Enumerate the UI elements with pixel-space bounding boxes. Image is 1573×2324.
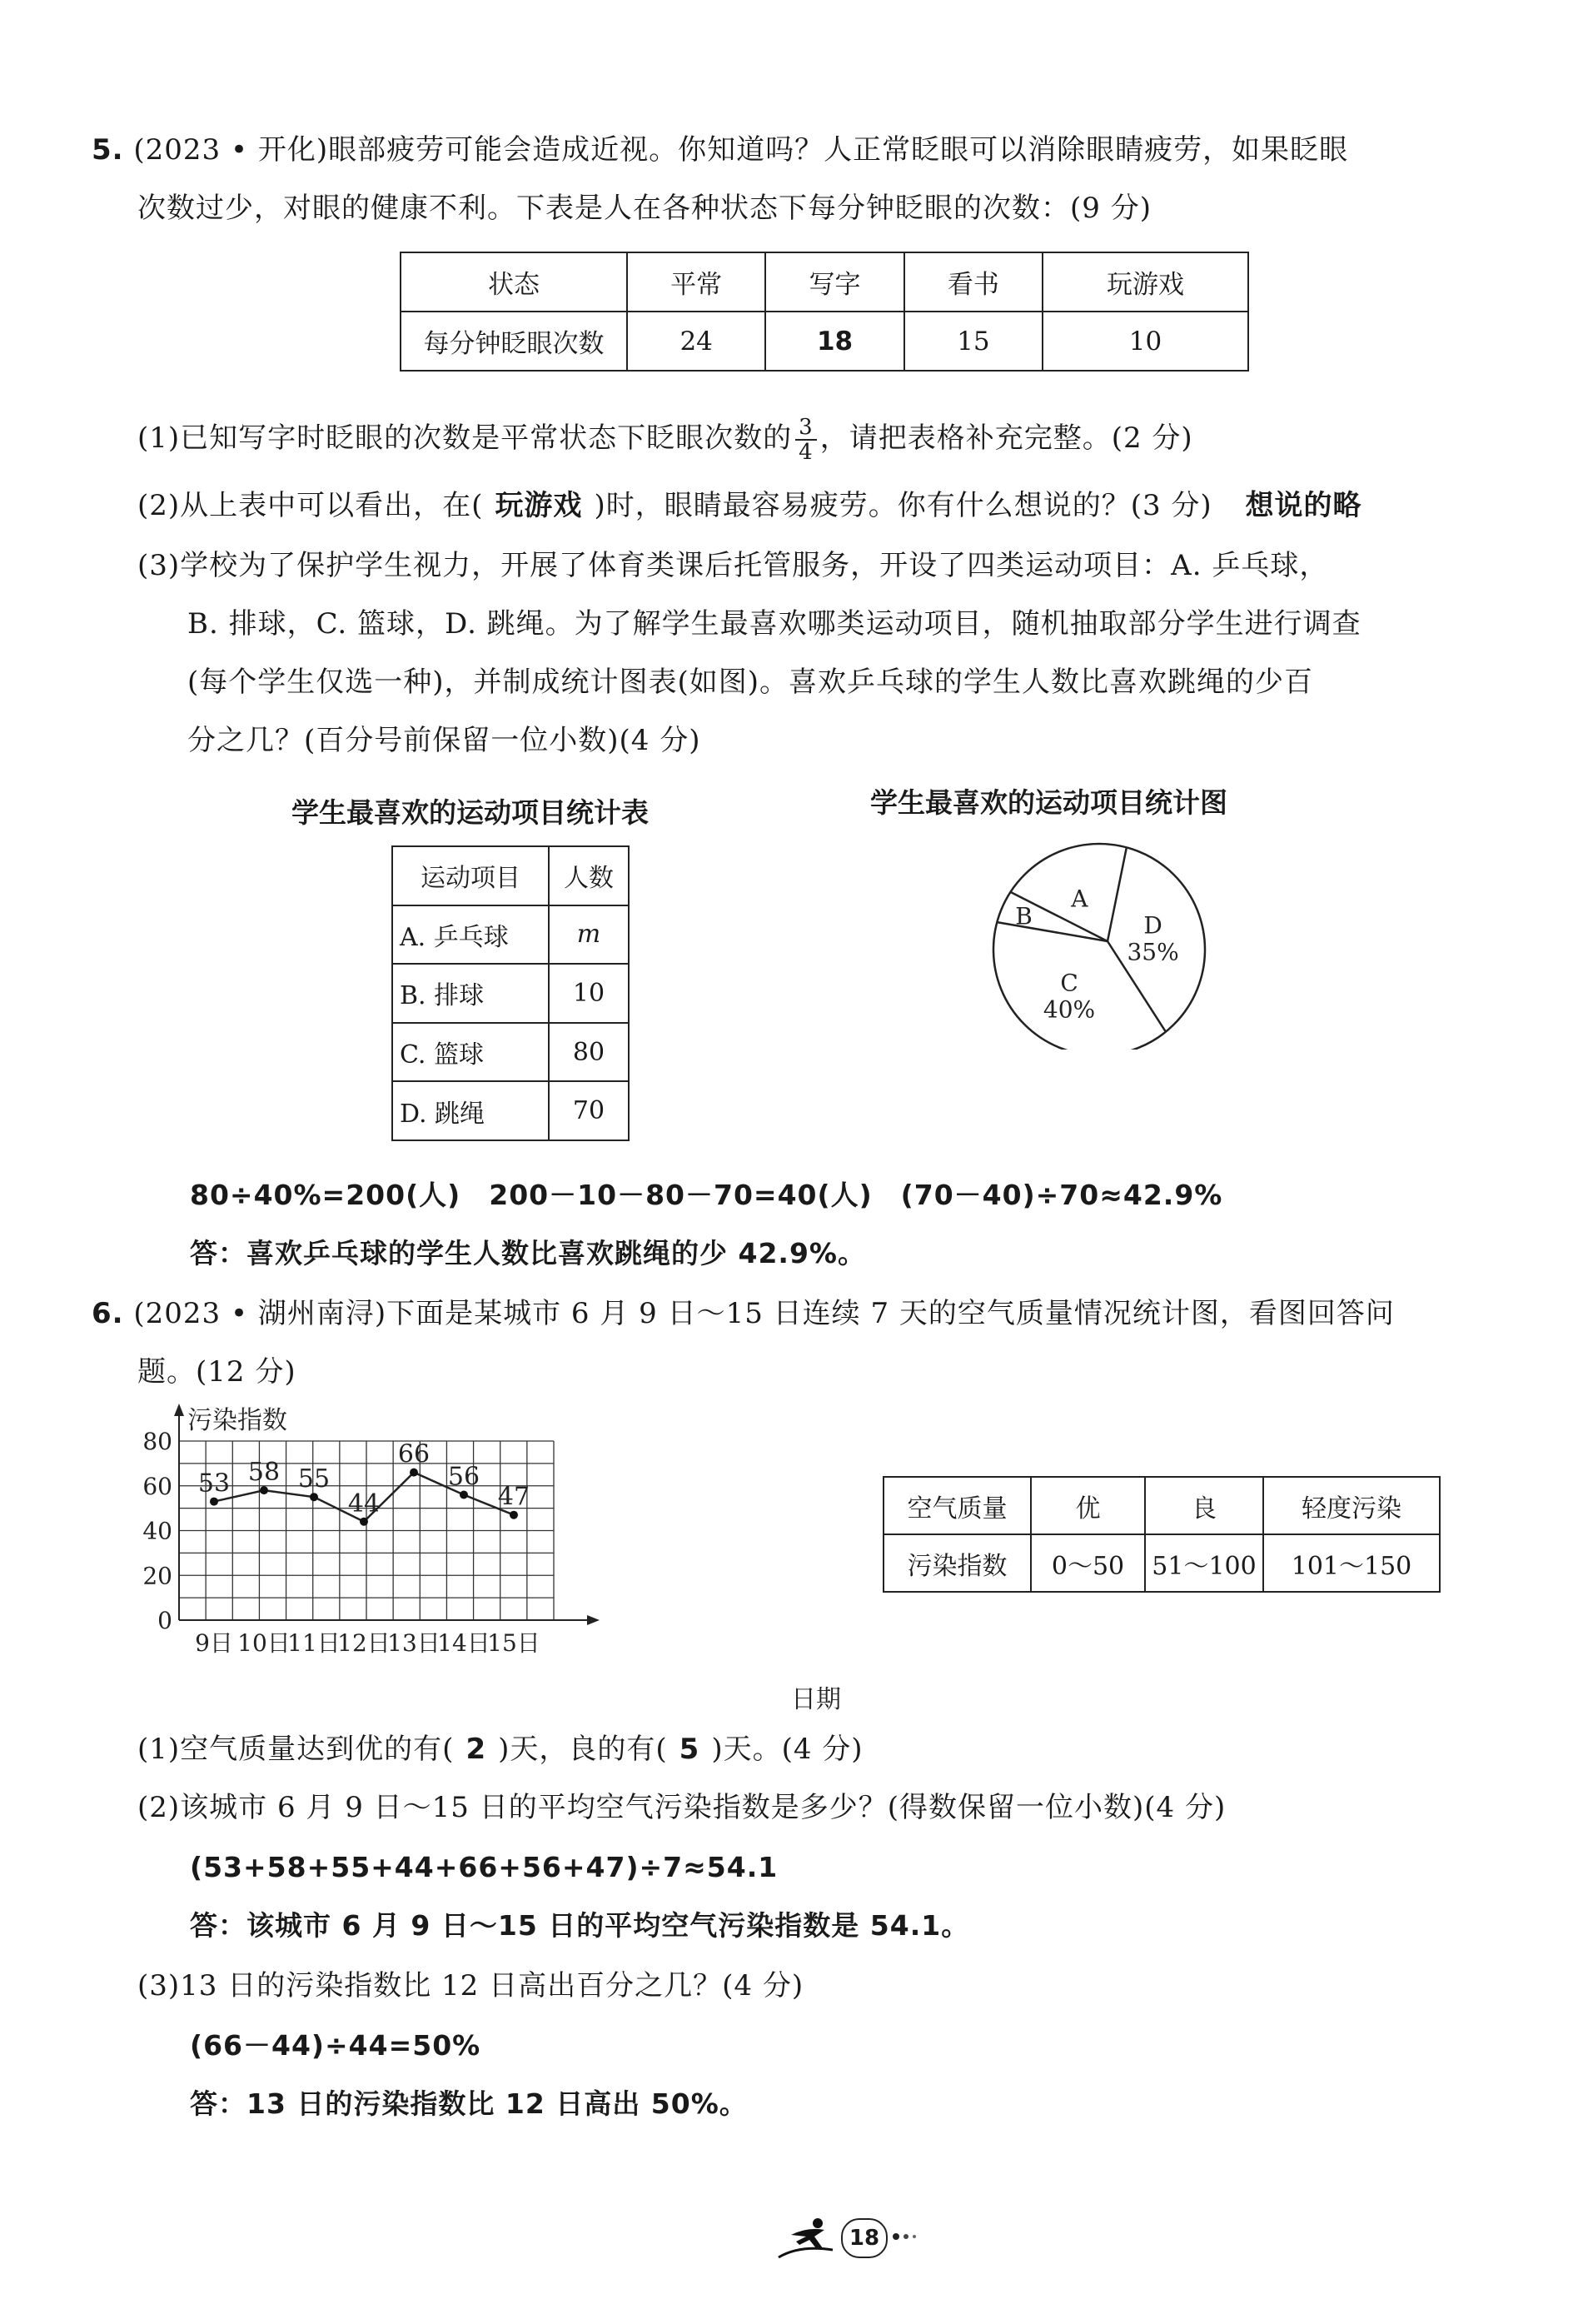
q5-part1-text-end: ，请把表格补充完整。(2 分) [819, 421, 1193, 455]
data-label: 44 [347, 1489, 381, 1519]
blink-value-answer: 18 [765, 312, 903, 371]
q5-calc: 80÷40%=200(人) 200－10－80－70=40(人) (70－40)÷70≈42.9% [190, 1179, 1223, 1211]
fraction-denominator: 4 [799, 440, 814, 465]
q6-intro-line2: 题。(12 分) [137, 1355, 296, 1389]
q5-part2-answer: 玩游戏 [495, 489, 583, 522]
quality-range: 0～50 [1031, 1534, 1145, 1592]
x-tick-label: 12日 [337, 1629, 391, 1657]
sport-name: C. 篮球 [392, 1023, 549, 1082]
q5-answer: 答：喜欢乒乓球的学生人数比喜欢跳绳的少 42.9%。 [190, 1237, 866, 1269]
sport-count: m [549, 905, 629, 965]
q5-intro-line1 [92, 132, 1348, 168]
quality-range: 101～150 [1263, 1534, 1440, 1592]
blink-value: 10 [1043, 312, 1248, 371]
q6-part1-text: (1)空气质量达到优的有( [137, 1733, 455, 1766]
x-axis-label: 日期 [791, 1685, 841, 1714]
q5-intro-text-1: (2023 • 开化)眼部疲劳可能会造成近视。你知道吗？人正常眨眼可以消除眼睛疲劳，如果眨眼 [133, 133, 1349, 167]
sport-table-title: 学生最喜欢的运动项目统计表 [291, 796, 649, 829]
data-label: 66 [397, 1439, 431, 1469]
pie-label-D: D 35% [1127, 911, 1179, 966]
pie-label-C: C 40% [1043, 969, 1096, 1024]
y-tick-label: 60 [142, 1472, 172, 1500]
blink-header-cell: 写字 [765, 252, 903, 312]
data-point [510, 1511, 518, 1519]
pie-chart [983, 825, 1366, 1050]
blink-value: 24 [627, 312, 765, 371]
sport-name: A. 乒乓球 [392, 905, 549, 965]
q6-part2-calc: (53+58+55+44+66+56+47)÷7≈54.1 [190, 1851, 779, 1883]
table-row [392, 964, 629, 1023]
blink-header-cell: 玩游戏 [1043, 252, 1248, 312]
table-row [392, 905, 629, 965]
q6-part1-answer-1: 2 [465, 1733, 487, 1766]
q6-part1-answer-2: 5 [679, 1733, 700, 1766]
y-tick-label: 40 [142, 1517, 172, 1545]
x-tick-label: 10日 [237, 1629, 291, 1657]
data-point [460, 1491, 468, 1499]
q6-intro-text-1: (2023 • 湖州南浔)下面是某城市 6 月 9 日～15 日连续 7 天的空气质量情况统计图，看图回答问 [133, 1297, 1395, 1330]
q5-part3-line3: (每个学生仅选一种)，并制成统计图表(如图)。喜欢乒乓球的学生人数比喜欢跳绳的少百 [187, 666, 1314, 699]
blink-table [400, 252, 1249, 372]
x-tick-label: 11日 [287, 1629, 341, 1657]
sport-header-cell: 运动项目 [392, 846, 549, 905]
runner-logo-icon [774, 2212, 841, 2262]
line-chart [125, 1399, 874, 1724]
blink-value: 15 [904, 312, 1043, 371]
x-tick-label: 9日 [195, 1629, 233, 1657]
data-label: 58 [247, 1458, 281, 1488]
q5-part1-text: (1)已知写字时眨眼的次数是平常状态下眨眼次数的 [137, 421, 793, 455]
fraction [795, 416, 817, 464]
dots-decoration-icon [891, 2232, 924, 2242]
quality-table-header [884, 1477, 1440, 1534]
page-footer [774, 2212, 974, 2262]
y-axis-arrow-icon [174, 1404, 184, 1416]
q6-part2-answer: 答：该城市 6 月 9 日～15 日的平均空气污染指数是 54.1。 [190, 1909, 970, 1942]
y-tick-label: 80 [142, 1428, 172, 1455]
x-tick-label: 14日 [437, 1629, 490, 1657]
q5-intro-line2: 次数过少，对眼的健康不利。下表是人在各种状态下每分钟眨眼的次数：(9 分) [137, 192, 1152, 225]
sport-count: 10 [549, 964, 629, 1023]
data-point [410, 1469, 418, 1477]
blink-header-cell: 看书 [904, 252, 1043, 312]
blink-header-cell: 平常 [627, 252, 765, 312]
q6-part3-answer: 答：13 日的污染指数比 12 日高出 50%。 [190, 2087, 748, 2120]
pie-label-A: A [1071, 885, 1088, 913]
fraction-numerator: 3 [795, 416, 817, 441]
q5-part1 [137, 411, 1193, 466]
data-label: 55 [297, 1464, 331, 1494]
pie-label-B: B [1015, 902, 1033, 930]
blink-header-cell: 状态 [401, 252, 627, 312]
data-point [210, 1498, 218, 1506]
x-tick-label: 13日 [387, 1629, 441, 1657]
pie-slice-D [1108, 847, 1127, 941]
table-row [392, 1081, 629, 1140]
blink-table-header [401, 252, 1248, 312]
sport-name: B. 排球 [392, 964, 549, 1023]
q6-intro-line1 [92, 1295, 1395, 1332]
page-number: 18 [841, 2218, 888, 2258]
q5-part3-line1: (3)学校为了保护学生视力，开展了体育类课后托管服务，开设了四类运动项目：A. 乒乓球， [137, 549, 1329, 582]
q5-part3-line2: B. 排球，C. 篮球，D. 跳绳。为了解学生最喜欢哪类运动项目，随机抽取部分学生进行调查 [187, 607, 1361, 641]
pie-title: 学生最喜欢的运动项目统计图 [870, 786, 1227, 819]
y-tick-label: 0 [157, 1607, 172, 1634]
blink-table-row [401, 312, 1248, 371]
quality-row-label: 污染指数 [884, 1534, 1031, 1592]
q6-part1-text-mid: )天，良的有( [498, 1733, 668, 1766]
sport-count: 70 [549, 1081, 629, 1140]
sport-table-header [392, 846, 629, 905]
q6-number: 6. [92, 1297, 124, 1330]
table-row [392, 1023, 629, 1082]
q5-part3-line4: 分之几？(百分号前保留一位小数)(4 分) [187, 724, 701, 757]
data-label: 47 [497, 1482, 530, 1512]
sport-table [391, 845, 630, 1141]
quality-header-cell: 空气质量 [884, 1477, 1031, 1534]
sport-name: D. 跳绳 [392, 1081, 549, 1140]
q6-part3: (3)13 日的污染指数比 12 日高出百分之几？(4 分) [137, 1969, 804, 2002]
data-point [360, 1518, 368, 1526]
data-point [310, 1493, 318, 1501]
y-tick-label: 20 [142, 1562, 172, 1590]
data-point [260, 1486, 268, 1494]
x-axis-arrow-icon [587, 1615, 600, 1625]
q5-part2-text: (2)从上表中可以看出，在( [137, 489, 484, 522]
q5-part2-text-end: )时，眼睛最容易疲劳。你有什么想说的？(3 分) [594, 489, 1212, 522]
sport-header-cell: 人数 [549, 846, 629, 905]
sport-count: 80 [549, 1023, 629, 1082]
quality-header-cell: 优 [1031, 1477, 1145, 1534]
q5-number: 5. [92, 133, 124, 167]
q6-part2: (2)该城市 6 月 9 日～15 日的平均空气污染指数是多少？(得数保留一位小数)(4 分) [137, 1791, 1227, 1824]
x-tick-label: 15日 [487, 1629, 540, 1657]
quality-header-cell: 良 [1145, 1477, 1263, 1534]
quality-header-cell: 轻度污染 [1263, 1477, 1440, 1534]
data-label: 53 [197, 1469, 231, 1499]
q5-part2-note: 想说的略 [1245, 489, 1362, 522]
q6-part3-calc: (66－44)÷44=50% [190, 2029, 481, 2062]
quality-table [883, 1476, 1441, 1593]
q6-part1 [137, 1731, 864, 1768]
y-axis-label: 污染指数 [187, 1406, 287, 1435]
q6-part1-text-end: )天。(4 分) [711, 1733, 864, 1766]
quality-table-row [884, 1534, 1440, 1592]
q5-part2 [137, 487, 1361, 524]
blink-row-label: 每分钟眨眼次数 [401, 312, 627, 371]
quality-range: 51～100 [1145, 1534, 1263, 1592]
data-label: 56 [447, 1462, 480, 1492]
